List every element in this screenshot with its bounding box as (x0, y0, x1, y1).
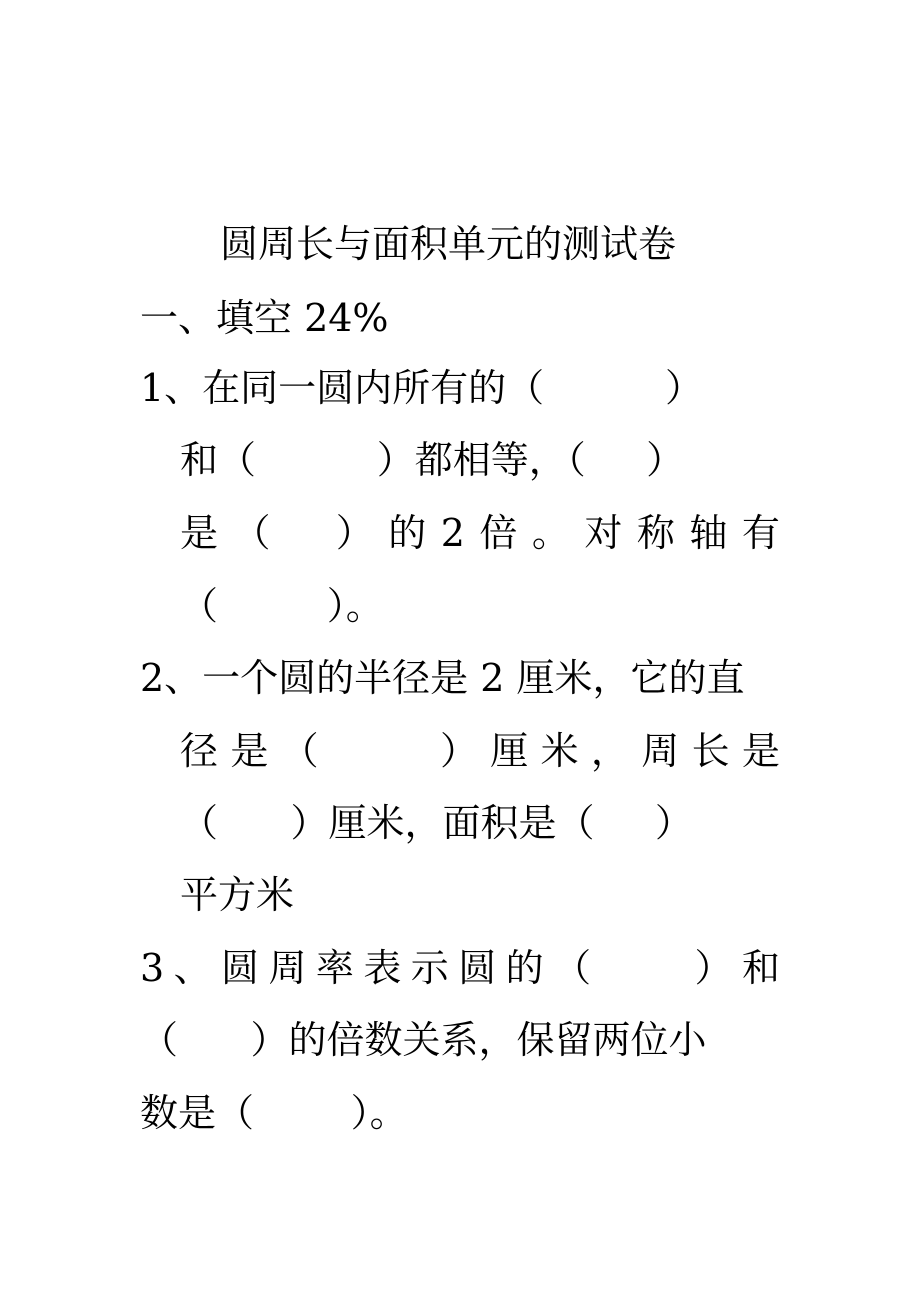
question-1-line-2: 和（ ）都相等，（ ） (180, 438, 685, 482)
text-segment: 2 (440, 511, 465, 555)
text-segment: 圆 (221, 946, 260, 990)
question-1-line-1: 1、在同一圆内所有的（ ） (140, 366, 703, 410)
answer-blank (601, 946, 686, 990)
section-heading-fill-in: 一、填空 24% (140, 296, 389, 340)
text-segment: 示 (410, 946, 449, 990)
text-segment: ） (439, 729, 478, 773)
text-segment: 的 (505, 946, 544, 990)
text-segment: 径 (180, 729, 219, 773)
text-segment: 周 (641, 729, 680, 773)
text-segment: 长 (691, 729, 730, 773)
text-segment: （ (553, 946, 592, 990)
page-title: 圆周长与面积单元的测试卷 (220, 222, 677, 266)
text-segment: 是 (180, 511, 219, 555)
question-1-line-4: （ ）。 (180, 584, 384, 628)
text-segment: 轴 (689, 511, 728, 555)
question-3-line-3: 数是（ ）。 (140, 1091, 408, 1135)
question-1-line-3 (180, 511, 780, 555)
text-segment: 周 (268, 946, 307, 990)
text-segment: ） (335, 511, 374, 555)
text-segment: （ (232, 511, 271, 555)
text-segment: 率 (315, 946, 354, 990)
text-segment: 称 (636, 511, 675, 555)
text-segment: 。 (531, 511, 570, 555)
answer-blank (285, 511, 321, 555)
text-segment: 厘 (490, 729, 529, 773)
text-segment: ） (694, 946, 733, 990)
text-segment: 圆 (458, 946, 497, 990)
question-3-line-1 (140, 946, 780, 990)
text-segment: 的 (388, 511, 427, 555)
text-segment: ， (590, 729, 629, 773)
text-segment: 有 (741, 511, 780, 555)
text-segment: （ (280, 729, 319, 773)
text-segment: 是 (741, 729, 780, 773)
text-segment: 、 (173, 946, 212, 990)
text-segment: 对 (584, 511, 623, 555)
text-segment: 是 (230, 729, 269, 773)
question-2-line-2 (180, 729, 780, 773)
answer-blank (331, 729, 428, 773)
question-3-line-2: （ ）的倍数关系，保留两位小 (140, 1018, 707, 1062)
question-2-line-3: （ ）厘米，面积是（ ） (180, 801, 693, 845)
text-segment: 倍 (479, 511, 518, 555)
text-segment: 和 (741, 946, 780, 990)
text-segment: 3 (140, 946, 165, 990)
question-2-line-4: 平方米 (180, 873, 295, 917)
text-segment: 表 (363, 946, 402, 990)
text-segment: 米 (540, 729, 579, 773)
question-2-line-1: 2、一个圆的半径是 2 厘米，它的直 (140, 656, 745, 700)
